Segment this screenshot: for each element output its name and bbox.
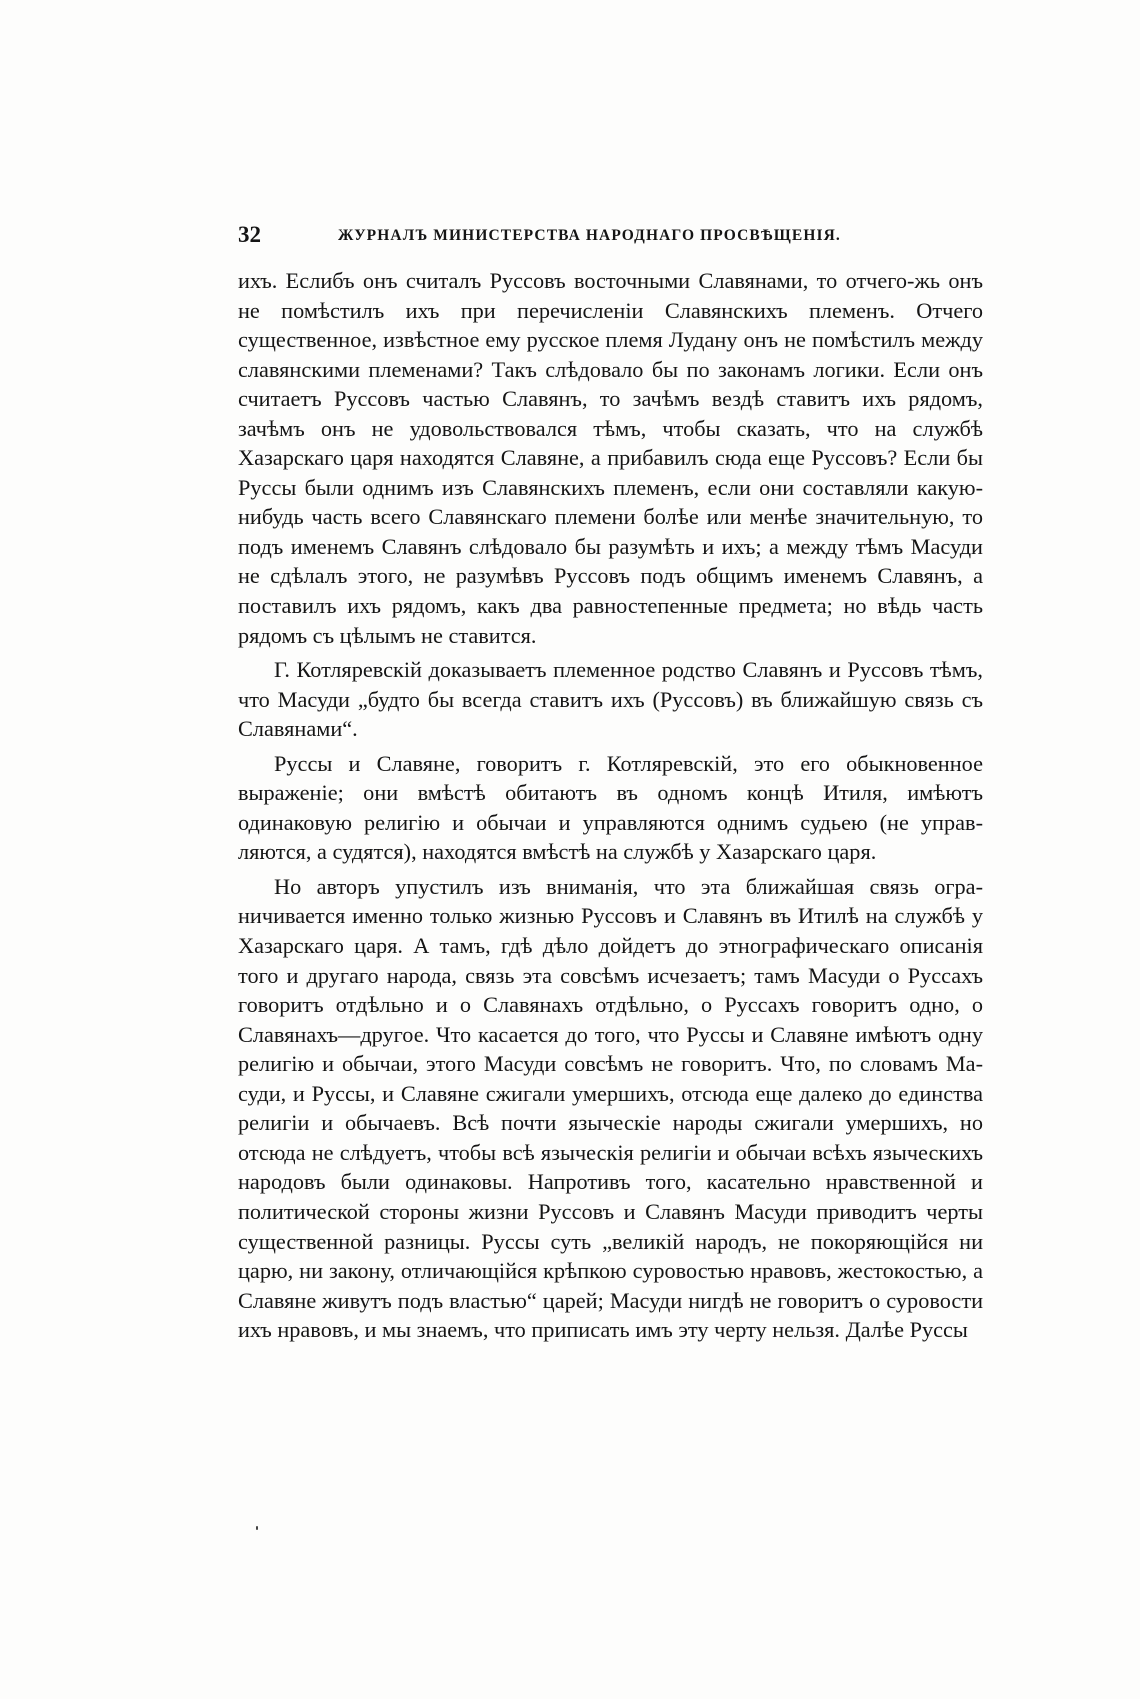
paragraph-russy-i-slavyane: Руссы и Славяне, говоритъ г. Котляревскій, это его обыкновенное выраженіе; они вмѣстѣ обитаютъ въ одномъ концѣ Итиля, имѣютъ одинаковую религію и обычаи и управляются однимъ судьею (не управляются, а судятся), находятся вмѣстѣ на службѣ у Хазарскаго царя.: [238, 750, 983, 865]
body-text: [238, 266, 983, 1345]
page-number: 32: [238, 222, 261, 247]
paragraph-kotlyarevsky-claim: Г. Котляревскій доказываетъ племенное родство Славянъ и Руссовъ тѣмъ, что Масуди „будто бы всегда ставитъ ихъ (Руссовъ) въ ближайшую связь съ Славянами“.: [238, 657, 983, 742]
running-title: ЖУРНАЛЪ МИНИСТЕРСТВА НАРОДНАГО ПРОСВѢЩЕНІЯ.: [338, 227, 841, 244]
page-header: [238, 220, 983, 250]
paragraph-continuation: ихъ. Еслибъ онъ считалъ Руссовъ восточными Славянами, то отчего-жь онъ не помѣстилъ ихъ при перечисленіи Славянскихъ племенъ. Отчего существенное, извѣстное ему русское племя Лудану онъ не помѣстилъ между славянскими племенами? Такъ слѣдовало бы по законамъ логики. Если онъ считаетъ Руссовъ частью Славянъ, то зачѣмъ вездѣ ставитъ ихъ рядомъ, зачѣмъ онъ не удовольствовался тѣмъ, чтобы сказать, что на службѣ Хазарскаго царя находятся Славяне, а прибавилъ сюда еще Руссовъ? Если бы Руссы были однимъ изъ Славянскихъ племенъ, если они составляли какую-нибудь часть всего Славянскаго племени болѣе или менѣе значительную, то подъ именемъ Славянъ слѣдовало бы разумѣть и ихъ; а между тѣмъ Масуди не сдѣлалъ этого, не разумѣвъ Руссовъ подъ общимъ именемъ Славянъ, а поставилъ ихъ рядомъ, какъ два равностепенные предмета; но вѣдь часть рядомъ съ цѣлымъ не ставится.: [238, 268, 983, 648]
paragraph-author-rebuttal: Но авторъ упустилъ изъ вниманія, что эта ближайшая связь ограничивается именно только жизнью Руссовъ и Славянъ въ Итилѣ на службѣ у Хазарскаго царя. А тамъ, гдѣ дѣло дойдетъ до этнографическаго описанія того и другаго народа, связь эта совсѣмъ исчезаетъ; тамъ Масуди о Руссахъ говоритъ отдѣльно и о Славянахъ отдѣльно, о Руссахъ говоритъ одно, о Славянахъ—другое. Что касается до того, что Руссы и Славяне имѣютъ одну религію и обычаи, этого Масуди совсѣмъ не говоритъ. Что, по словамъ Масуди, и Руссы, и Славяне сжигали умершихъ, отсюда еще далеко до единства религіи и обычаевъ. Всѣ почти языческіе народы сжигали умершихъ, но отсюда не слѣдуетъ, чтобы всѣ языческія религіи и обычаи всѣхъ языческихъ народовъ были одинаковы. Напротивъ того, касательно нравственной и политической стороны жизни Руссовъ и Славянъ Масуди приводитъ черты существенной разницы. Руссы суть „великій народъ, не покоряющійся ни царю, ни закону, отличающійся крѣпкою суровостью нравовъ, жестокостью, а Славяне живутъ подъ властью“ царей; Масуди нигдѣ не говоритъ о суровости ихъ нравовъ, и мы знаемъ, что приписать имъ эту черту нельзя. Далѣе Руссы: [238, 873, 983, 1343]
scan-speck: [256, 1526, 258, 1530]
